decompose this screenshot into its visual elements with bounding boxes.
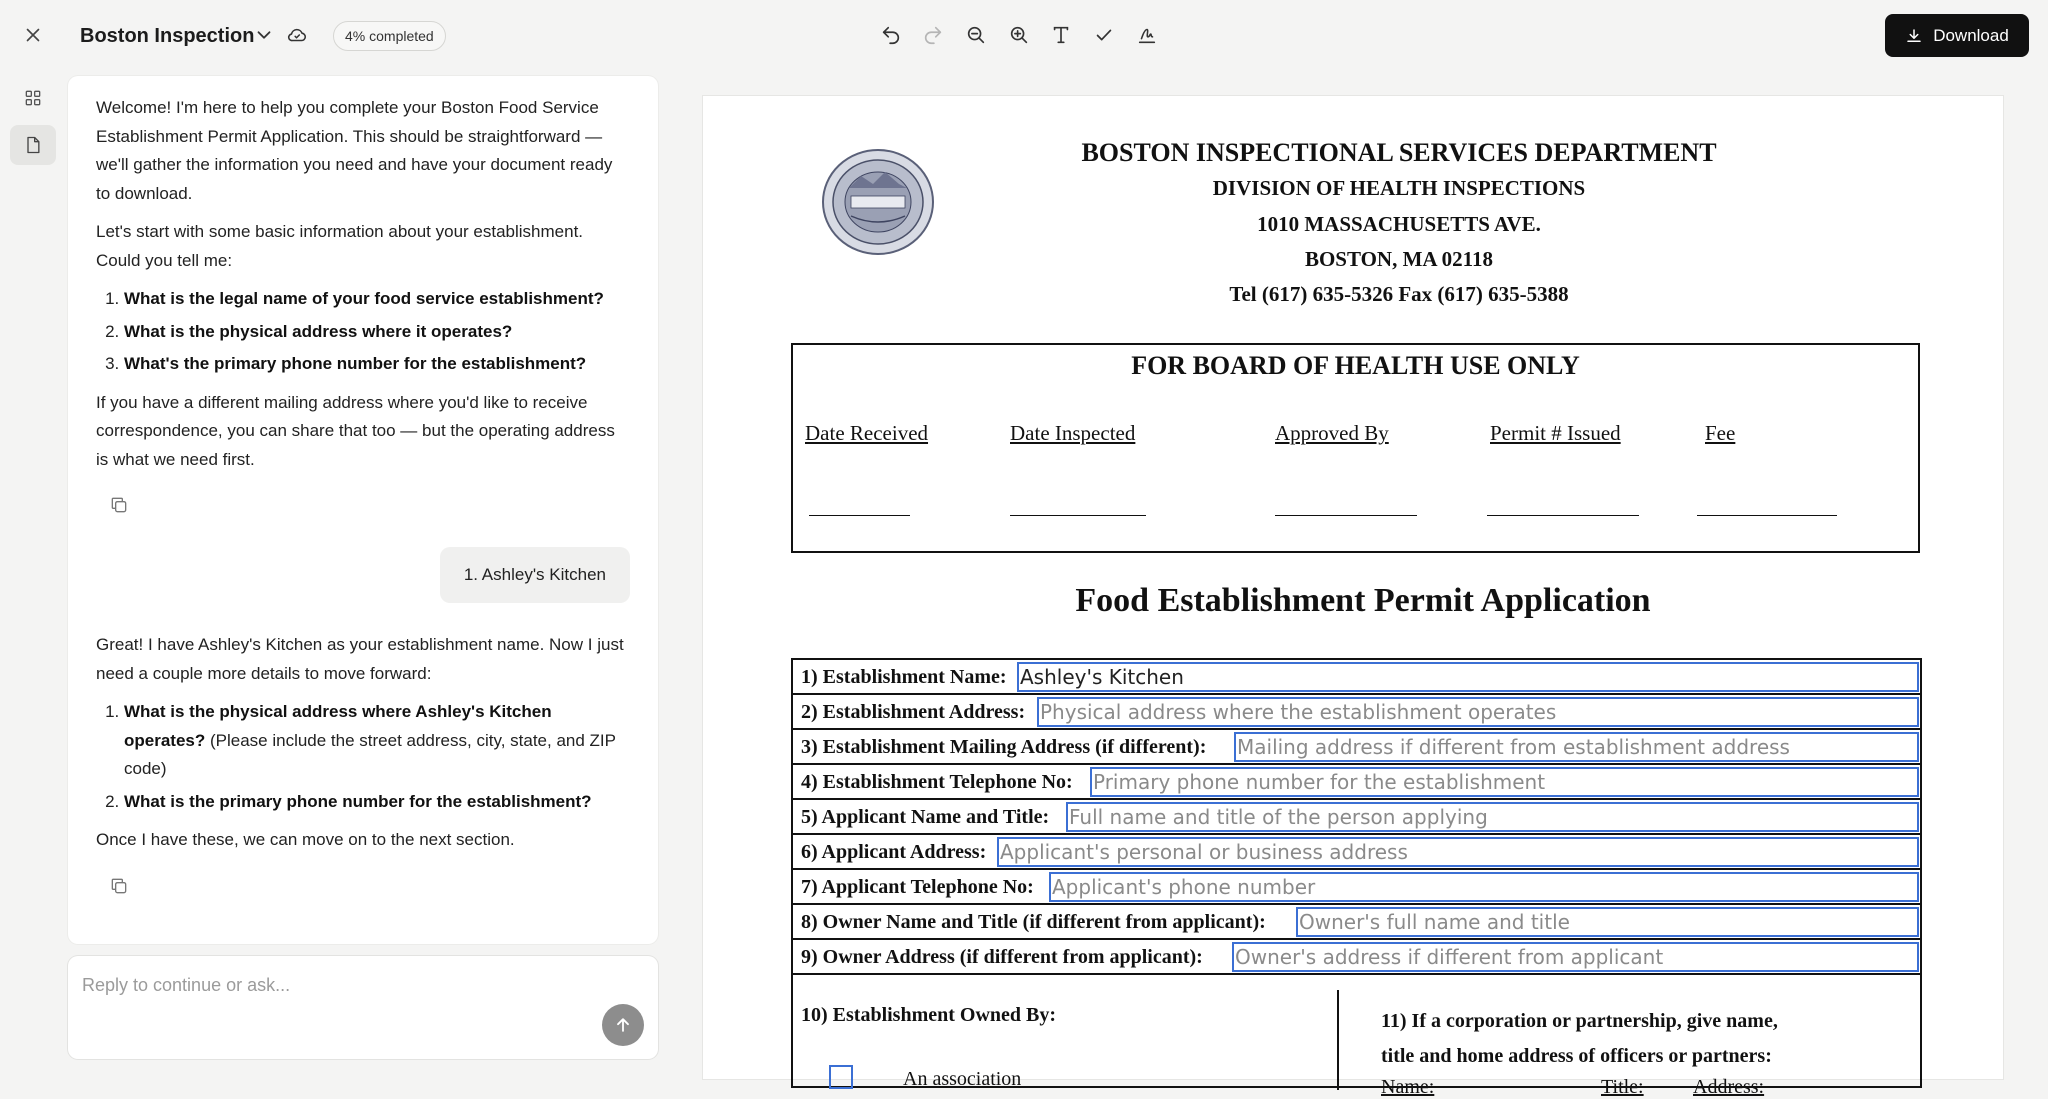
list-item: 2. What is the primary phone number for the establishment? [124, 788, 630, 817]
street-address: 1010 MASSACHUSETTS AVE. [1257, 212, 1541, 236]
list-item: 1. What is the legal name of your food service establishment? [124, 285, 630, 314]
grid-icon [23, 88, 43, 108]
form-row-applicant-address [793, 835, 1920, 870]
message-text: Let's start with some basic information about your establishment. Could you tell me: [96, 222, 584, 270]
send-button[interactable] [602, 1004, 644, 1046]
association-option-label: An association [903, 1068, 1022, 1090]
signature-line [1487, 515, 1639, 516]
assistant-message [96, 94, 630, 525]
message-text: If you have a different mailing address where you'd like to receive correspondence, you can share that too — but the operating address is what we need first. [96, 392, 615, 469]
copy-icon [109, 495, 129, 515]
chat-messages [68, 76, 658, 905]
user-message-bubble: 1. Ashley's Kitchen [440, 547, 630, 604]
message-text: Great! I have Ashley's Kitchen as your establishment name. Now I just need a couple more details to move forward: [96, 635, 624, 683]
establishment-telephone-field[interactable]: Primary phone number for the establishment [1090, 767, 1919, 797]
zoom-in-icon [1008, 24, 1030, 46]
list-item: 1. What is the physical address where Ashley's Kitchen operates? (Please include the street address, city, state, and ZIP code) [124, 698, 630, 784]
redo-icon [922, 24, 944, 46]
cloud-sync-button[interactable] [279, 17, 315, 53]
copy-button[interactable] [102, 869, 136, 903]
department-name: BOSTON INSPECTIONAL SERVICES DEPARTMENT [1081, 138, 1717, 167]
chat-panel [68, 76, 658, 944]
signature-line [1275, 515, 1417, 516]
owned-by-label: 10) Establishment Owned By: [801, 1004, 1057, 1026]
document-view-button[interactable] [10, 125, 56, 165]
grid-view-button[interactable] [10, 78, 56, 118]
document-page [703, 96, 2003, 1098]
title-dropdown-button[interactable] [246, 17, 282, 53]
download-button[interactable] [1885, 14, 2029, 57]
corp-col-name: Name: [1381, 1076, 1435, 1098]
question-list [96, 698, 630, 816]
city-address: BOSTON, MA 02118 [1304, 247, 1494, 271]
signature-icon [1136, 24, 1158, 46]
copy-button[interactable] [102, 488, 136, 522]
corp-col-title: Title: [1601, 1076, 1644, 1098]
question-list [96, 285, 630, 379]
corporation-label [1381, 1004, 1778, 1074]
applicant-telephone-field[interactable]: Applicant's phone number [1049, 872, 1919, 902]
board-col-date-received: Date Received [805, 421, 929, 445]
download-label: Download [1933, 25, 2009, 45]
user-message [96, 547, 630, 604]
owner-address-field[interactable]: Owner's address if different from applicant [1232, 942, 1919, 972]
signature-line [1010, 515, 1146, 516]
field-label: 8) Owner Name and Title (if different from applicant): [801, 911, 1266, 933]
establishment-address-field[interactable]: Physical address where the establishment operates [1037, 697, 1919, 727]
form-row-applicant-telephone [793, 870, 1920, 905]
close-button[interactable] [15, 17, 51, 53]
zoom-in-button[interactable] [1001, 17, 1037, 53]
reply-box [68, 956, 658, 1059]
text-icon [1050, 24, 1072, 46]
reply-input[interactable] [82, 970, 602, 1000]
document-icon [23, 135, 43, 155]
establishment-name-field[interactable]: Ashley's Kitchen [1017, 662, 1919, 692]
field-label: 1) Establishment Name: [801, 666, 1007, 688]
board-col-approved-by: Approved By [1275, 421, 1389, 445]
cloud-sync-icon [286, 24, 308, 46]
application-title: Food Establishment Permit Application [1075, 582, 1651, 619]
field-label: 4) Establishment Telephone No: [801, 771, 1073, 793]
corporation-label-line: title and home address of officers or partners: [1381, 1045, 1772, 1067]
applicant-name-field[interactable]: Full name and title of the person applying [1066, 802, 1919, 832]
contact-phone: Tel (617) 635-5326 Fax (617) 635-5388 [1229, 282, 1569, 306]
message-text: Welcome! I'm here to help you complete your Boston Food Service Establishment Permit Application. This should be straightforward — we'll gather the information you need and have your document ready to download. [96, 98, 613, 203]
board-col-permit-issued: Permit # Issued [1490, 421, 1621, 445]
form-row-establishment-address [793, 695, 1920, 730]
field-label: 5) Applicant Name and Title: [801, 806, 1050, 828]
signature-tool-button[interactable] [1129, 17, 1165, 53]
form-row-applicant-name [793, 800, 1920, 835]
message-text: Once I have these, we can move on to the next section. [96, 830, 515, 849]
field-label: 3) Establishment Mailing Address (if different): [801, 736, 1207, 758]
top-bar [0, 0, 2048, 72]
form-row-owner-address [793, 940, 1920, 975]
zoom-out-icon [965, 24, 987, 46]
board-col-fee: Fee [1705, 421, 1736, 445]
redo-button[interactable] [915, 17, 951, 53]
board-of-health-box [791, 343, 1920, 553]
close-icon [22, 24, 44, 46]
mailing-address-field[interactable]: Mailing address if different from establishment address [1234, 732, 1919, 762]
form-row-establishment-name [793, 660, 1920, 695]
board-title: FOR BOARD OF HEALTH USE ONLY [1131, 351, 1580, 380]
chevron-down-icon [253, 24, 275, 46]
progress-badge: 4% completed [333, 21, 446, 51]
zoom-out-button[interactable] [958, 17, 994, 53]
corp-col-address: Address: [1693, 1076, 1765, 1098]
text-tool-button[interactable] [1043, 17, 1079, 53]
association-checkbox[interactable] [829, 1065, 853, 1089]
signature-line [1697, 515, 1837, 516]
list-item: 3. What's the primary phone number for the establishment? [124, 350, 630, 379]
download-icon [1905, 27, 1923, 45]
application-form [791, 658, 1922, 1098]
form-row-establishment-telephone [793, 765, 1920, 800]
form-row-mailing-address [793, 730, 1920, 765]
field-label: 6) Applicant Address: [801, 841, 987, 863]
list-item: 2. What is the physical address where it operates? [124, 318, 630, 347]
division-name: DIVISION OF HEALTH INSPECTIONS [1212, 176, 1586, 200]
owner-name-field[interactable]: Owner's full name and title [1296, 907, 1919, 937]
signature-line [809, 515, 910, 516]
field-label: 2) Establishment Address: [801, 701, 1026, 723]
assistant-message [96, 631, 630, 905]
section-divider [1337, 990, 1339, 1090]
undo-button[interactable] [873, 17, 909, 53]
applicant-address-field[interactable]: Applicant's personal or business address [997, 837, 1919, 867]
form-row-owner-name [793, 905, 1920, 940]
document-title[interactable]: Boston Inspection [80, 25, 255, 47]
field-label: 7) Applicant Telephone No: [801, 876, 1034, 898]
arrow-up-icon [613, 1015, 633, 1035]
undo-icon [880, 24, 902, 46]
copy-icon [109, 876, 129, 896]
field-label: 9) Owner Address (if different from applicant): [801, 946, 1203, 968]
checkmark-icon [1093, 24, 1115, 46]
board-col-date-inspected: Date Inspected [1010, 421, 1136, 445]
corporation-label-line: 11) If a corporation or partnership, give name, [1381, 1010, 1778, 1032]
checkmark-tool-button[interactable] [1086, 17, 1122, 53]
